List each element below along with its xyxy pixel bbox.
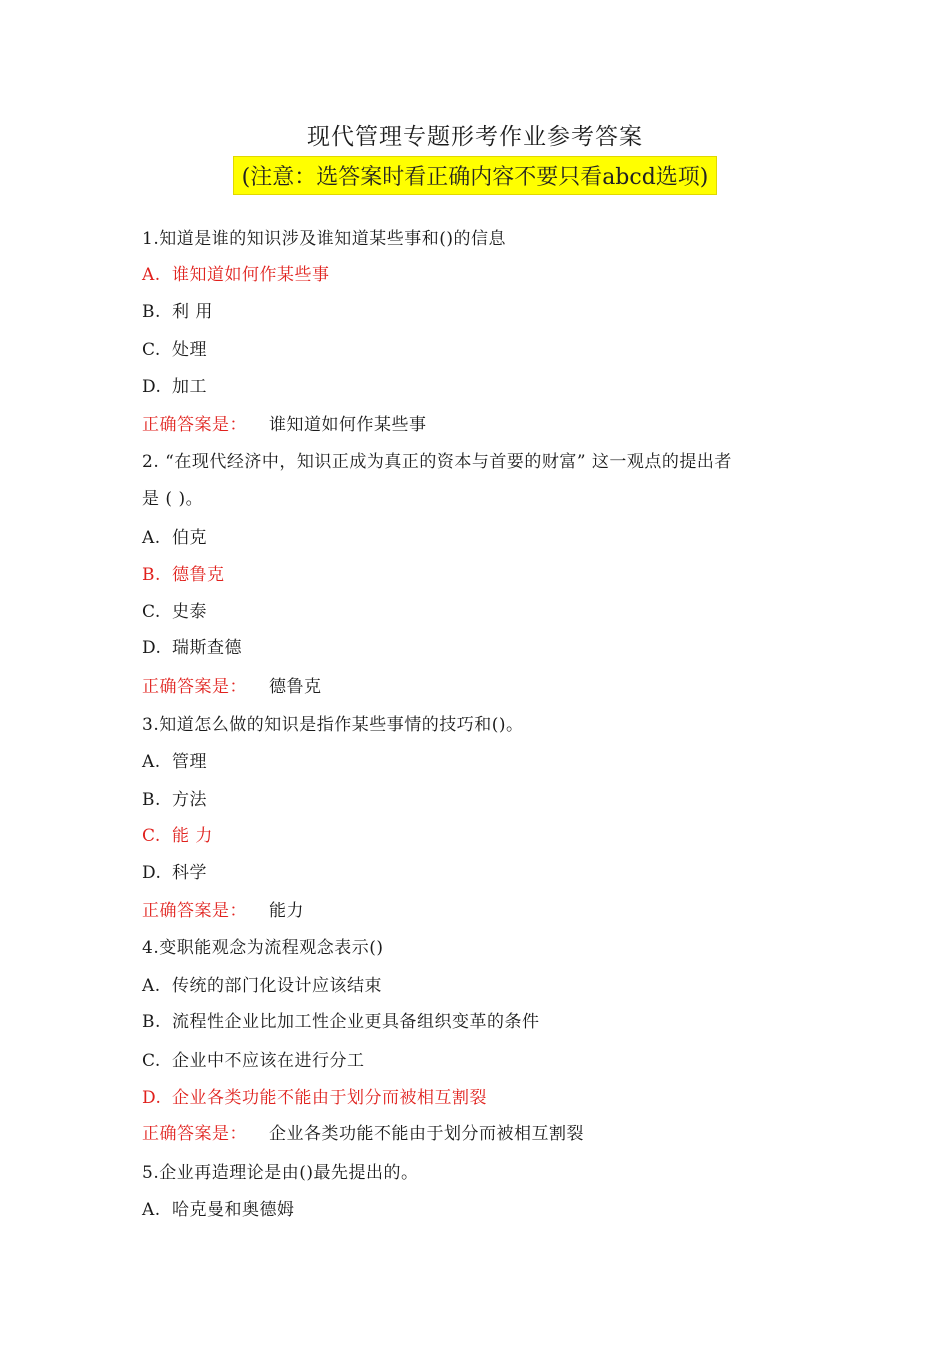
q2-option-a: A. 伯克 (142, 528, 207, 548)
question-3-stem: 3.知道怎么做的知识是指作某些事情的技巧和()。 (142, 715, 524, 735)
q2-option-d: D. 瑞斯查德 (142, 638, 242, 658)
q3-option-a: A. 管理 (142, 752, 207, 772)
question-4-stem: 4.变职能观念为流程观念表示() (142, 938, 384, 958)
question-2-stem-continued: 是 ( )。 (142, 489, 204, 509)
notice-banner (0, 156, 950, 195)
q3-answer: 正确答案是： 能力 (142, 901, 304, 921)
notice-text: (注意：选答案时看正确内容不要只看abcd选项) (233, 156, 718, 195)
document-title: 现代管理专题形考作业参考答案 (307, 124, 643, 150)
question-5-stem: 5.企业再造理论是由()最先提出的。 (142, 1163, 419, 1183)
q5-option-a: A. 哈克曼和奥德姆 (142, 1200, 295, 1220)
q3-option-c: C. 能 力 (142, 826, 213, 846)
q2-answer: 正确答案是： 德鲁克 (142, 677, 322, 697)
q4-option-c: C. 企业中不应该在进行分工 (142, 1051, 365, 1071)
q1-option-b: B. 利 用 (142, 302, 213, 322)
q2-option-c: C. 史泰 (142, 602, 207, 622)
q1-option-d: D. 加工 (142, 377, 207, 397)
q1-answer: 正确答案是： 谁知道如何作某些事 (142, 415, 427, 435)
q1-option-a: A. 谁知道如何作某些事 (142, 265, 330, 285)
q1-option-c: C. 处理 (142, 340, 207, 360)
q2-option-b: B. 德鲁克 (142, 565, 225, 585)
q4-option-a: A. 传统的部门化设计应该结束 (142, 976, 382, 996)
question-2-stem: 2. “在现代经济中，知识正成为真正的资本与首要的财富” 这一观点的提出者 (142, 452, 732, 472)
q3-option-b: B. 方法 (142, 790, 207, 810)
q4-option-b: B. 流程性企业比加工性企业更具备组织变革的条件 (142, 1012, 540, 1032)
q3-option-d: D. 科学 (142, 863, 207, 883)
q4-answer: 正确答案是： 企业各类功能不能由于划分而被相互割裂 (142, 1124, 584, 1144)
q4-option-d: D. 企业各类功能不能由于划分而被相互割裂 (142, 1088, 487, 1108)
question-1-stem: 1.知道是谁的知识涉及谁知道某些事和()的信息 (142, 229, 506, 249)
